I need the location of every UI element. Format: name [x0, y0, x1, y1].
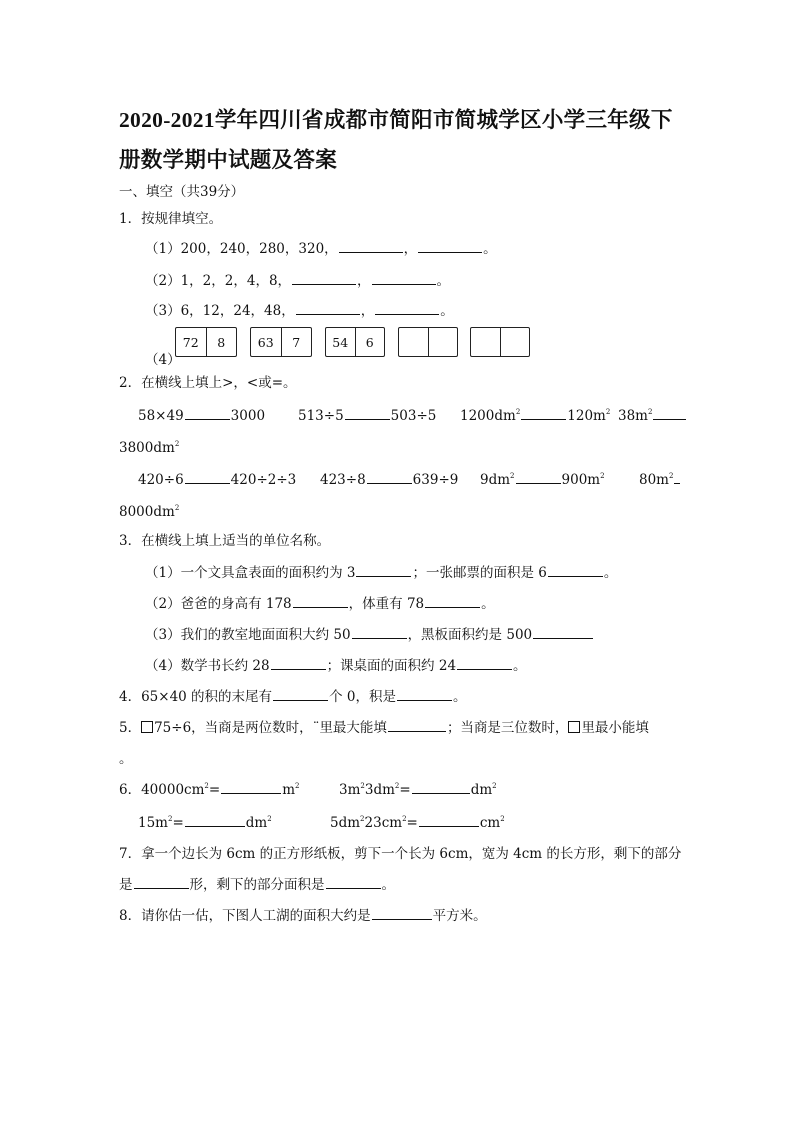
answer-blank[interactable] — [388, 719, 446, 732]
question-5: 5． 75÷6，当商是两位数时，¨里最大能填 ；当商是三位数时， 里最小能填 — [119, 720, 649, 736]
question-3-part-2: （2）爸爸的身高有 178 ，体重有 78 。 — [145, 596, 495, 612]
question-7-line-1: 7．拿一个边长为 6cm 的正方形纸板，剪下一个长为 6cm，宽为 4cm 的长方形，剩下的部分 — [119, 846, 682, 862]
question-3-part-3: （3）我们的教室地面面积大约 50 ，黑板面积约是 500 — [145, 626, 594, 644]
compare-item-cont: $8000dm^2$ — [119, 504, 180, 520]
divisor-blank[interactable] — [428, 328, 458, 356]
answer-blank[interactable] — [367, 471, 412, 484]
square-box-icon — [568, 721, 580, 733]
compare-item: $80m^2$ — [639, 471, 681, 489]
sequence-text: 200，240，280，320， — [180, 241, 338, 257]
question-6-item: $5dm^223cm^2= cm^2$ — [330, 815, 505, 831]
square-box-icon — [141, 721, 153, 733]
division-box — [325, 327, 385, 357]
answer-blank[interactable] — [293, 595, 348, 608]
answer-blank[interactable] — [296, 302, 360, 315]
compare-item: 420÷6 420÷2÷3 — [138, 472, 297, 488]
answer-blank[interactable] — [548, 564, 603, 577]
separator: ， — [357, 273, 371, 289]
answer-blank[interactable] — [185, 471, 230, 484]
dividend: 72 — [182, 334, 199, 350]
end-mark: 。 — [436, 273, 451, 289]
sequence-text: 1，2，2，4，8， — [180, 273, 292, 289]
division-box-empty[interactable] — [398, 327, 458, 357]
question-7-line-2: 是 形，剩下的部分面积是 。 — [119, 877, 395, 893]
answer-blank[interactable] — [653, 407, 686, 420]
dividend-blank[interactable] — [399, 328, 428, 356]
question-6-item: 6．$40000cm^2= m^2$ — [119, 782, 300, 798]
separator: ， — [403, 241, 418, 257]
division-box — [250, 327, 312, 357]
end-mark: 。 — [483, 241, 497, 257]
question-5-end: 。 — [119, 751, 133, 767]
compare-item-cont: $3800dm^2$ — [119, 440, 180, 456]
question-3-part-4: （4）数学书长约 28 ；课桌面的面积约 24 。 — [145, 658, 527, 674]
answer-blank[interactable] — [292, 272, 356, 285]
answer-blank[interactable] — [516, 471, 561, 484]
answer-blank[interactable] — [674, 471, 680, 484]
part-label: （1） — [145, 241, 181, 257]
answer-blank[interactable] — [345, 407, 390, 420]
division-box — [175, 327, 237, 357]
question-1-part-4-label: （4） — [145, 352, 181, 368]
answer-blank[interactable] — [339, 240, 403, 253]
question-1-part-1 — [145, 240, 497, 258]
answer-blank[interactable] — [134, 876, 189, 889]
question-2-stem: 2．在横线上填上>，<或=。 — [119, 375, 297, 391]
answer-blank[interactable] — [221, 781, 281, 794]
part-label: （2） — [145, 273, 181, 289]
dots-icon: ¨ — [312, 720, 320, 736]
answer-blank[interactable] — [271, 657, 326, 670]
answer-blank[interactable] — [185, 407, 230, 420]
question-1-stem: 1．按规律填空。 — [119, 211, 223, 227]
compare-item: $38m^2$ — [618, 407, 687, 425]
answer-blank[interactable] — [412, 781, 470, 794]
answer-blank[interactable] — [372, 907, 432, 920]
answer-blank[interactable] — [533, 626, 593, 639]
divisor-blank[interactable] — [500, 328, 530, 356]
answer-blank[interactable] — [419, 814, 479, 827]
divisor: 7 — [281, 328, 312, 356]
compare-item: $1200dm^2$ $120m^2$ — [460, 408, 611, 424]
compare-item: 58×49 3000 — [138, 408, 266, 424]
answer-blank[interactable] — [352, 626, 407, 639]
answer-blank[interactable] — [326, 876, 381, 889]
question-6-item: $3m^23dm^2= dm^2$ — [339, 782, 497, 798]
dividend: 63 — [257, 334, 274, 350]
answer-blank[interactable] — [185, 814, 245, 827]
compare-item: $9dm^2$ $900m^2$ — [480, 472, 605, 488]
answer-blank[interactable] — [521, 407, 566, 420]
end-mark: 。 — [440, 303, 454, 319]
sequence-text: 6，12，24，48， — [180, 303, 295, 319]
divisor: 8 — [206, 328, 237, 356]
answer-blank[interactable] — [418, 240, 482, 253]
answer-blank[interactable] — [372, 272, 436, 285]
part-label: （3） — [145, 303, 181, 319]
dividend: 54 — [332, 334, 349, 350]
question-4: 4．65×40 的积的末尾有 个 0，积是 。 — [119, 689, 467, 705]
dividend-blank[interactable] — [471, 328, 500, 356]
answer-blank[interactable] — [273, 688, 328, 701]
separator: ， — [360, 303, 375, 319]
question-6-item: $15m^2= dm^2$ — [138, 815, 272, 831]
question-1-part-3 — [145, 302, 454, 320]
section-heading: 一、填空（共39分） — [119, 184, 245, 200]
divisor: 6 — [355, 328, 385, 356]
page-title: 2020-2021学年四川省成都市简阳市简城学区小学三年级下册数学期中试题及答案 — [119, 108, 673, 172]
compare-item: 423÷8 639÷9 — [320, 472, 459, 488]
answer-blank[interactable] — [356, 564, 411, 577]
question-3-stem: 3．在横线上填上适当的单位名称。 — [119, 533, 331, 549]
answer-blank[interactable] — [425, 595, 480, 608]
question-8: 8．请你估一估，下图人工湖的面积大约是 平方米。 — [119, 908, 487, 924]
answer-blank[interactable] — [397, 688, 452, 701]
question-1-part-2 — [145, 272, 450, 290]
answer-blank[interactable] — [375, 302, 439, 315]
division-box-empty[interactable] — [470, 327, 530, 357]
compare-item: 513÷5 503÷5 — [298, 408, 437, 424]
answer-blank[interactable] — [457, 657, 512, 670]
question-3-part-1: （1）一个文具盒表面的面积约为 3 ；一张邮票的面积是 6 。 — [145, 565, 618, 581]
